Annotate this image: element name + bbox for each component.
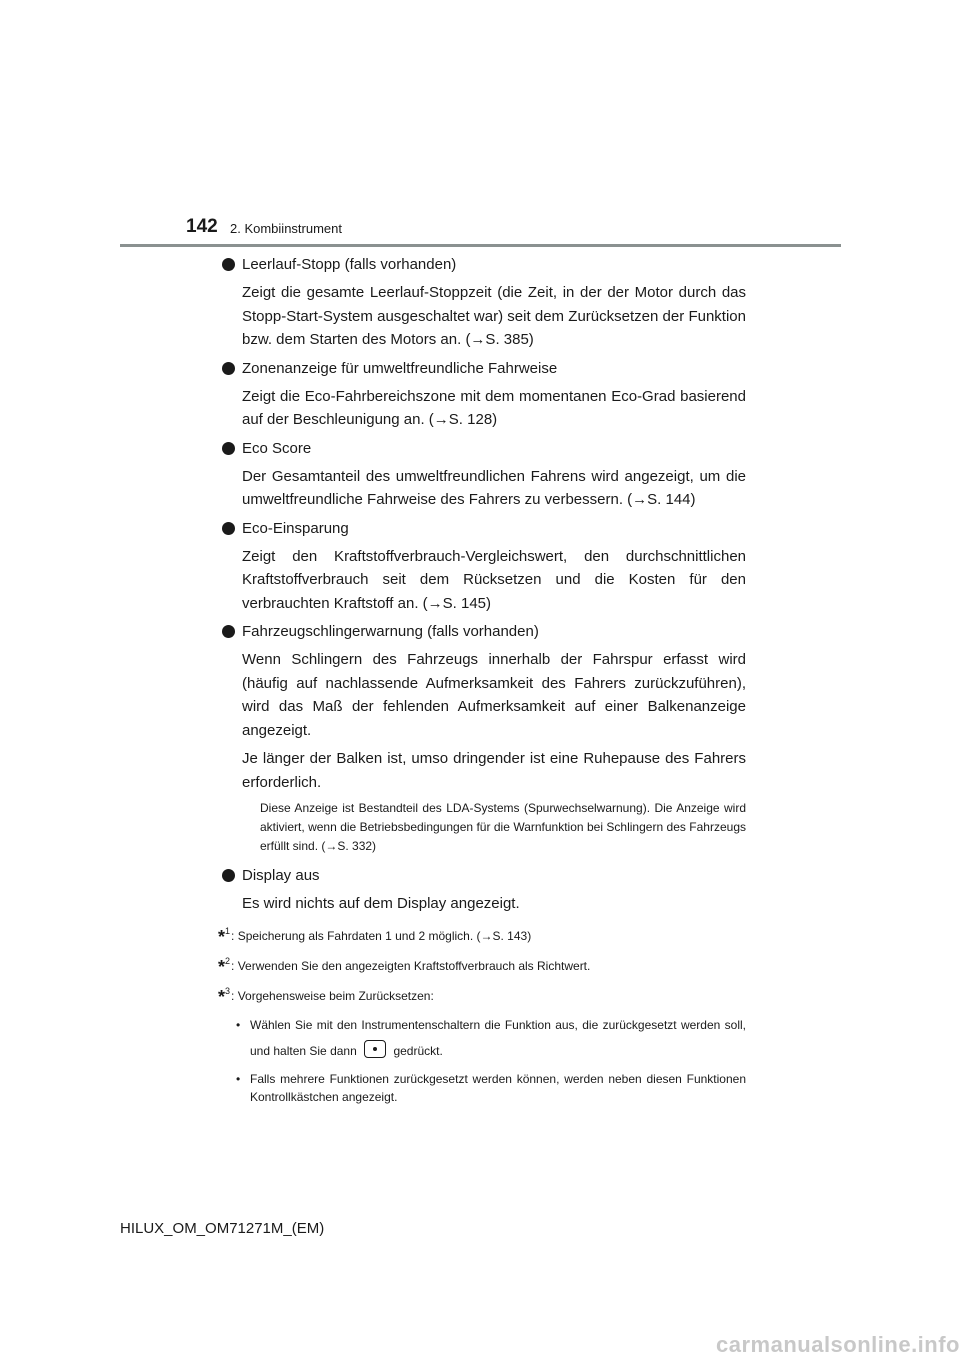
item-description: Wenn Schlingern des Fahrzeugs innerhalb der Fahrspur erfasst wird (häufig auf nachlassende Aufmerksamkeit des Fahrers zurückzuführen), wird das Maß der fehlenden Aufmerksamkeit auf einer Balkenanzeige angezeigt. [242,651,746,739]
footnote-marker: * [218,926,226,947]
item-description: Zeigt die gesamte Leerlauf-Stoppzeit (die Zeit, in der der Motor durch das Stopp-Start-System ausgeschaltet war) seit dem Zurücksetzen der Funktion bzw. dem Starten des Motors an. (→S. 385) [242,284,746,348]
item-description: Zeigt den Kraftstoffverbrauch-Vergleichswert, den durchschnittlichen Kraftstoffverbrauch seit dem Rücksetzen und die Kosten für den verbrauchten Kraftstoff an. (→S. 145) [242,547,746,612]
footnote-3 [218,982,746,1006]
header-divider [120,244,841,247]
footnote-text: : Vorgehensweise beim Zurücksetzen: [231,988,434,1003]
item-description: Es wird nichts auf dem Display angezeigt. [242,895,520,912]
sub-bullet-text: Wählen Sie mit den Instrumentenschaltern die Funktion aus, die zurückgesetzt werden soll, und halten Sie dann [250,1017,746,1058]
bullet-icon [222,362,235,375]
sub-bullet-text: gedrückt. [393,1043,443,1058]
page-number: 142 [186,216,218,237]
list-item [222,437,746,512]
list-item [222,864,746,916]
document-code: HILUX_OM_OM71271M_(EM) [120,1220,325,1237]
bullet-icon [222,442,235,455]
item-title: Fahrzeugschlingerwarnung (falls vorhanden) [242,623,539,640]
bullet-icon [222,625,235,638]
sub-bullet-item [218,1070,746,1106]
footnote-marker: * [218,956,226,977]
item-note: Diese Anzeige ist Bestandteil des LDA-Systems (Spurwechselwarnung). Die Anzeige wird aktiviert, wenn die Betriebsbedingungen für die Warnfunktion bei Schlingern des Fahrzeugs erfüllt sind. (→S. 332) [260,801,746,853]
item-description: Je länger der Balken ist, umso dringender ist eine Ruhepause des Fahrers erforderlich. [242,750,746,791]
section-title: 2. Kombiinstrument [230,221,342,236]
footnote-2 [218,952,746,976]
list-item [222,517,746,616]
item-title: Display aus [242,867,320,884]
list-item [222,253,746,352]
bullet-icon [222,522,235,535]
footnote-text: : Speicherung als Fahrdaten 1 und 2 möglich. (→S. 143) [231,928,532,943]
ok-button-icon [364,1040,386,1058]
footnote-marker: * [218,986,226,1007]
bullet-icon [222,869,235,882]
item-title: Zonenanzeige für umweltfreundliche Fahrweise [242,359,558,377]
footnotes [218,922,746,1106]
footnote-number: 2 [225,955,231,966]
item-title: Eco-Einsparung [242,519,349,537]
sub-bullet-marker: • [236,1017,241,1032]
sub-bullet-marker: • [236,1071,241,1086]
sub-bullet-item [218,1012,746,1064]
list-item [222,357,746,432]
footnote-text: : Verwenden Sie den angezeigten Kraftstoffverbrauch als Richtwert. [231,958,591,973]
footnote-number: 1 [225,925,231,936]
footnote-1 [218,922,746,946]
watermark: carmanualsonline.info [716,1332,960,1357]
main-content [218,253,746,1110]
sub-bullet-text: Falls mehrere Funktionen zurückgesetzt werden können, werden neben diesen Funktionen Kontrollkästchen angezeigt. [250,1071,746,1104]
bullet-icon [222,258,235,271]
item-title: Eco Score [242,439,312,457]
footnote-number: 3 [225,985,231,996]
item-title: Leerlauf-Stopp (falls vorhanden) [242,256,457,273]
list-item [222,620,746,856]
item-description: Zeigt die Eco-Fahrbereichszone mit dem momentanen Eco-Grad basierend auf der Beschleunigung an. (→S. 128) [242,387,746,428]
item-description: Der Gesamtanteil des umweltfreundlichen Fahrens wird angezeigt, um die umweltfreundliche Fahrweise des Fahrers zu verbessern. (→S. 144) [242,467,746,508]
